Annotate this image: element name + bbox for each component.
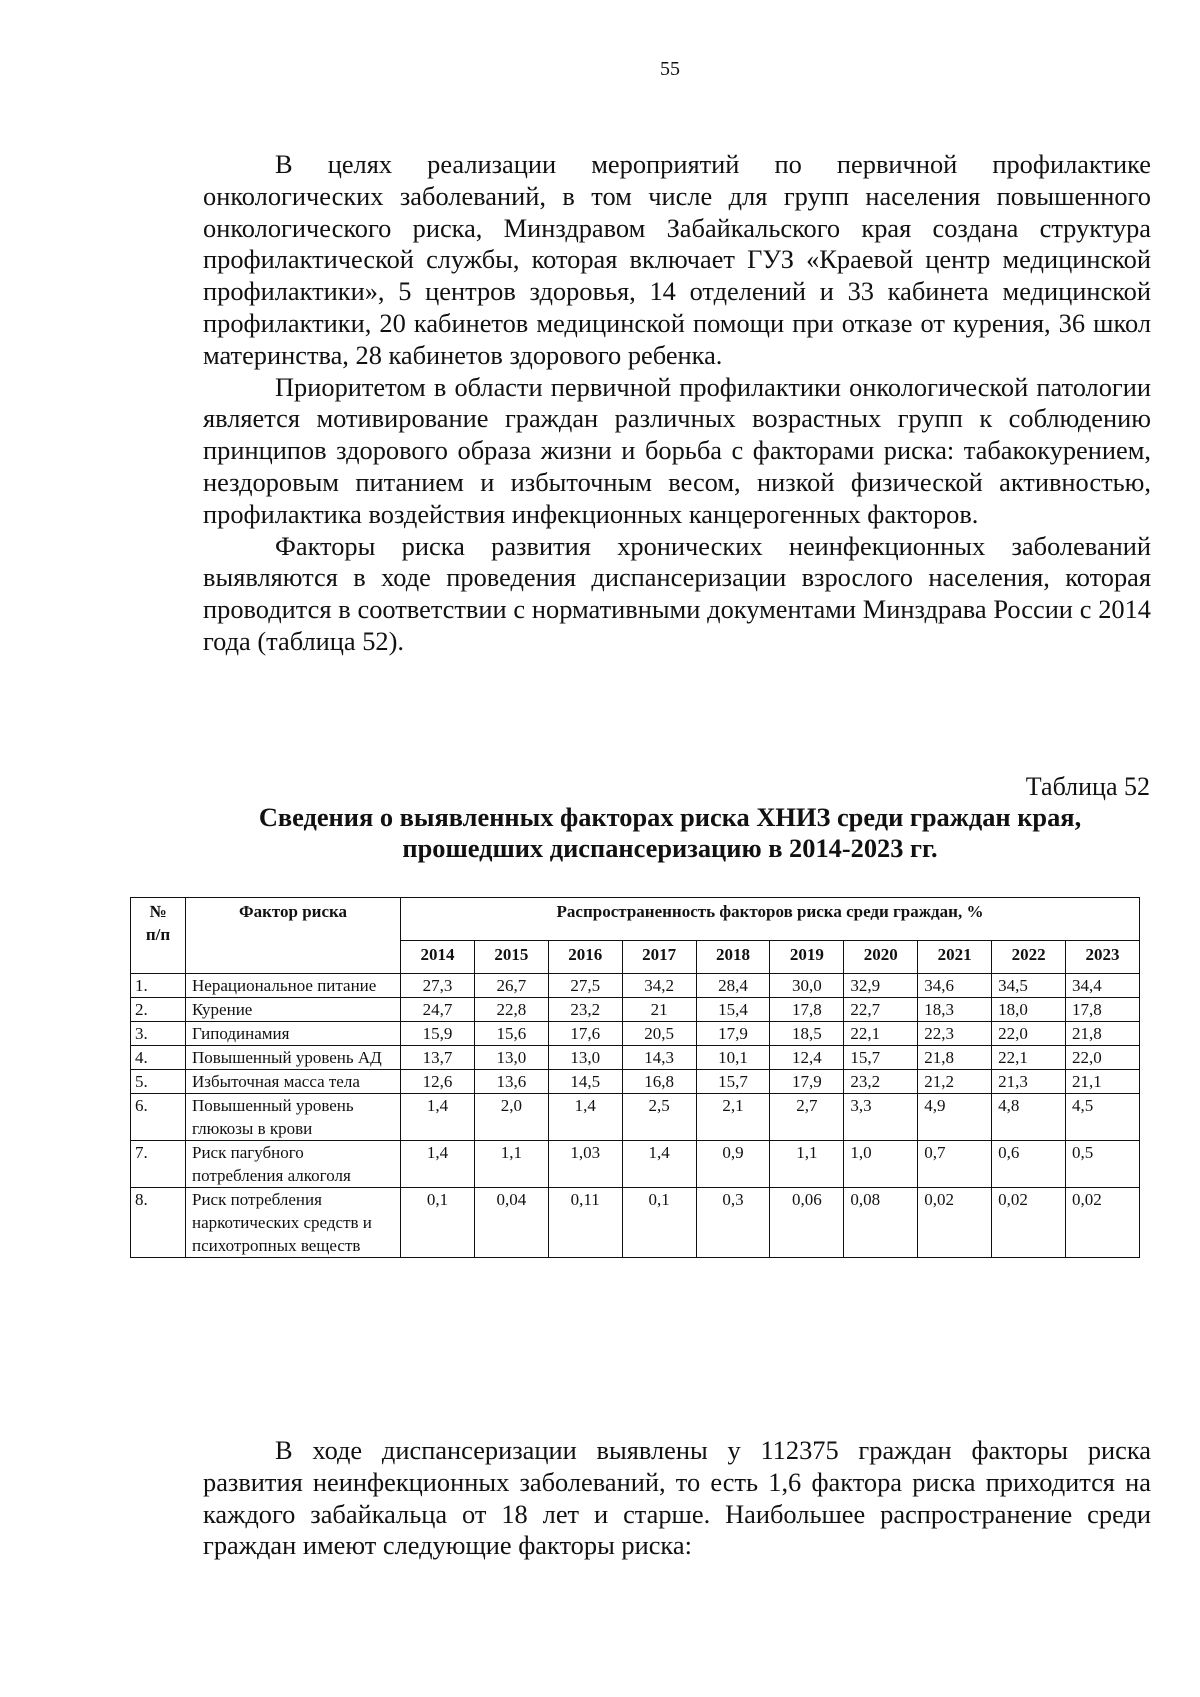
- prevalence-value: 0,02: [918, 1188, 992, 1258]
- prevalence-value: 2,5: [622, 1094, 696, 1141]
- prevalence-value: 34,4: [1066, 974, 1140, 998]
- prevalence-value: 30,0: [770, 974, 844, 998]
- prevalence-value: 2,1: [696, 1094, 770, 1141]
- prevalence-value: 22,7: [844, 998, 918, 1022]
- header-year: 2023: [1066, 941, 1140, 974]
- prevalence-value: 21,3: [992, 1070, 1066, 1094]
- prevalence-value: 34,6: [918, 974, 992, 998]
- prevalence-value: 4,8: [992, 1094, 1066, 1141]
- table-title-line: прошедших диспансеризацию в 2014-2023 гг.: [402, 833, 938, 863]
- risk-factors-table: [130, 897, 1140, 1258]
- header-num: [131, 898, 186, 974]
- prevalence-value: 15,9: [401, 1022, 475, 1046]
- row-number: 6.: [131, 1094, 186, 1141]
- prevalence-value: 12,4: [770, 1046, 844, 1070]
- prevalence-value: 0,7: [918, 1141, 992, 1188]
- body-text-top: [203, 149, 1151, 658]
- prevalence-value: 1,4: [401, 1094, 475, 1141]
- prevalence-value: 34,2: [622, 974, 696, 998]
- risk-factor-name: Курение: [186, 998, 401, 1022]
- prevalence-value: 15,4: [696, 998, 770, 1022]
- prevalence-value: 14,5: [548, 1070, 622, 1094]
- table-title: [130, 802, 1200, 864]
- table-title-line: Сведения о выявленных факторах риска ХНИЗ среди граждан края,: [258, 802, 1082, 832]
- table-row: [131, 974, 1140, 998]
- risk-factor-name: Повышенный уровень глюкозы в крови: [186, 1094, 401, 1141]
- prevalence-value: 22,1: [844, 1022, 918, 1046]
- prevalence-value: 1,4: [548, 1094, 622, 1141]
- table-row: [131, 1141, 1140, 1188]
- header-year: 2014: [401, 941, 475, 974]
- table-body: [131, 974, 1140, 1258]
- prevalence-value: 3,3: [844, 1094, 918, 1141]
- header-year: 2020: [844, 941, 918, 974]
- prevalence-value: 27,3: [401, 974, 475, 998]
- row-number: 5.: [131, 1070, 186, 1094]
- prevalence-value: 18,5: [770, 1022, 844, 1046]
- prevalence-value: 4,9: [918, 1094, 992, 1141]
- prevalence-value: 28,4: [696, 974, 770, 998]
- prevalence-value: 22,0: [1066, 1046, 1140, 1070]
- table-row: [131, 1070, 1140, 1094]
- prevalence-value: 22,3: [918, 1022, 992, 1046]
- prevalence-value: 1,1: [770, 1141, 844, 1188]
- prevalence-value: 23,2: [548, 998, 622, 1022]
- prevalence-value: 0,02: [992, 1188, 1066, 1258]
- prevalence-value: 17,9: [696, 1022, 770, 1046]
- paragraph: В целях реализации мероприятий по первичной профилактике онкологических заболеваний, в том числе для групп населения повышенного онкологического риска, Минздравом Забайкальского края создана структура профилактической службы, которая включает ГУЗ «Краевой центр медицинской профилактики», 5 центров здоровья, 14 отделений и 33 кабинета медицинской профилактики, 20 кабинетов медицинской помощи при отказе от курения, 36 школ материнства, 28 кабинетов здорового ребенка.: [203, 149, 1151, 370]
- paragraph: Приоритетом в области первичной профилактики онкологической патологии является мотивирование граждан различных возрастных групп к соблюдению принципов здорового образа жизни и борьба с факторами риска: табакокурением, нездоровым питанием и избыточным весом, низкой физической активностью, профилактика воздействия инфекционных канцерогенных факторов.: [203, 371, 1151, 529]
- prevalence-value: 13,0: [474, 1046, 548, 1070]
- table-row: [131, 1046, 1140, 1070]
- table-caption: Таблица 52: [1025, 772, 1150, 801]
- prevalence-value: 21,2: [918, 1070, 992, 1094]
- header-num-line: п/п: [145, 925, 171, 944]
- prevalence-value: 17,9: [770, 1070, 844, 1094]
- prevalence-value: 18,3: [918, 998, 992, 1022]
- prevalence-value: 23,2: [844, 1070, 918, 1094]
- header-year: 2019: [770, 941, 844, 974]
- table-row: [131, 998, 1140, 1022]
- prevalence-value: 27,5: [548, 974, 622, 998]
- prevalence-value: 2,0: [474, 1094, 548, 1141]
- prevalence-value: 21,1: [1066, 1070, 1140, 1094]
- header-prevalence: Распространенность факторов риска среди граждан, %: [401, 898, 1140, 941]
- prevalence-value: 13,6: [474, 1070, 548, 1094]
- prevalence-value: 2,7: [770, 1094, 844, 1141]
- prevalence-value: 16,8: [622, 1070, 696, 1094]
- prevalence-value: 24,7: [401, 998, 475, 1022]
- page-number: 55: [660, 58, 680, 80]
- table-row: [131, 1094, 1140, 1141]
- prevalence-value: 0,9: [696, 1141, 770, 1188]
- header-num-line: №: [149, 902, 167, 921]
- prevalence-value: 21,8: [1066, 1022, 1140, 1046]
- prevalence-value: 17,8: [1066, 998, 1140, 1022]
- prevalence-value: 1,4: [401, 1141, 475, 1188]
- prevalence-value: 32,9: [844, 974, 918, 998]
- risk-factor-name: Нерациональное питание: [186, 974, 401, 998]
- table-row: [131, 1188, 1140, 1258]
- prevalence-value: 13,0: [548, 1046, 622, 1070]
- prevalence-value: 21,8: [918, 1046, 992, 1070]
- paragraph: В ходе диспансеризации выявлены у 112375 граждан факторы риска развития неинфекционных заболеваний, то есть 1,6 фактора риска приходится на каждого забайкальца от 18 лет и старше. Наибольшее распространение среди граждан имеют следующие факторы риска:: [203, 1435, 1151, 1561]
- prevalence-value: 22,8: [474, 998, 548, 1022]
- body-text-bottom: [203, 1435, 1151, 1562]
- header-factor: Фактор риска: [186, 898, 401, 974]
- paragraph: Факторы риска развития хронических неинфекционных заболеваний выявляются в ходе проведения диспансеризации взрослого населения, которая проводится в соответствии с нормативными документами Минздрава России с 2014 года (таблица 52).: [203, 530, 1151, 656]
- prevalence-value: 21: [622, 998, 696, 1022]
- prevalence-value: 17,6: [548, 1022, 622, 1046]
- prevalence-value: 34,5: [992, 974, 1066, 998]
- row-number: 2.: [131, 998, 186, 1022]
- prevalence-value: 0,04: [474, 1188, 548, 1258]
- prevalence-value: 0,08: [844, 1188, 918, 1258]
- prevalence-value: 1,1: [474, 1141, 548, 1188]
- prevalence-value: 1,03: [548, 1141, 622, 1188]
- header-year: 2021: [918, 941, 992, 974]
- header-year: 2018: [696, 941, 770, 974]
- prevalence-value: 15,6: [474, 1022, 548, 1046]
- risk-factor-name: Риск пагубного потребления алкоголя: [186, 1141, 401, 1188]
- prevalence-value: 18,0: [992, 998, 1066, 1022]
- header-year: 2017: [622, 941, 696, 974]
- prevalence-value: 15,7: [696, 1070, 770, 1094]
- prevalence-value: 0,06: [770, 1188, 844, 1258]
- prevalence-value: 1,4: [622, 1141, 696, 1188]
- header-year: 2015: [474, 941, 548, 974]
- prevalence-value: 0,5: [1066, 1141, 1140, 1188]
- prevalence-value: 0,1: [401, 1188, 475, 1258]
- prevalence-value: 0,6: [992, 1141, 1066, 1188]
- prevalence-value: 0,02: [1066, 1188, 1140, 1258]
- prevalence-value: 13,7: [401, 1046, 475, 1070]
- prevalence-value: 12,6: [401, 1070, 475, 1094]
- risk-factor-name: Повышенный уровень АД: [186, 1046, 401, 1070]
- prevalence-value: 26,7: [474, 974, 548, 998]
- prevalence-value: 17,8: [770, 998, 844, 1022]
- prevalence-value: 0,1: [622, 1188, 696, 1258]
- prevalence-value: 22,1: [992, 1046, 1066, 1070]
- row-number: 4.: [131, 1046, 186, 1070]
- risk-factor-name: Гиподинамия: [186, 1022, 401, 1046]
- header-year: 2016: [548, 941, 622, 974]
- risk-factor-name: Риск потребления наркотических средств и психотропных веществ: [186, 1188, 401, 1258]
- row-number: 8.: [131, 1188, 186, 1258]
- prevalence-value: 4,5: [1066, 1094, 1140, 1141]
- prevalence-value: 1,0: [844, 1141, 918, 1188]
- prevalence-value: 15,7: [844, 1046, 918, 1070]
- header-year: 2022: [992, 941, 1066, 974]
- prevalence-value: 22,0: [992, 1022, 1066, 1046]
- risk-factor-name: Избыточная масса тела: [186, 1070, 401, 1094]
- prevalence-value: 0,11: [548, 1188, 622, 1258]
- row-number: 7.: [131, 1141, 186, 1188]
- prevalence-value: 14,3: [622, 1046, 696, 1070]
- row-number: 3.: [131, 1022, 186, 1046]
- table-row: [131, 1022, 1140, 1046]
- prevalence-value: 20,5: [622, 1022, 696, 1046]
- row-number: 1.: [131, 974, 186, 998]
- prevalence-value: 10,1: [696, 1046, 770, 1070]
- prevalence-value: 0,3: [696, 1188, 770, 1258]
